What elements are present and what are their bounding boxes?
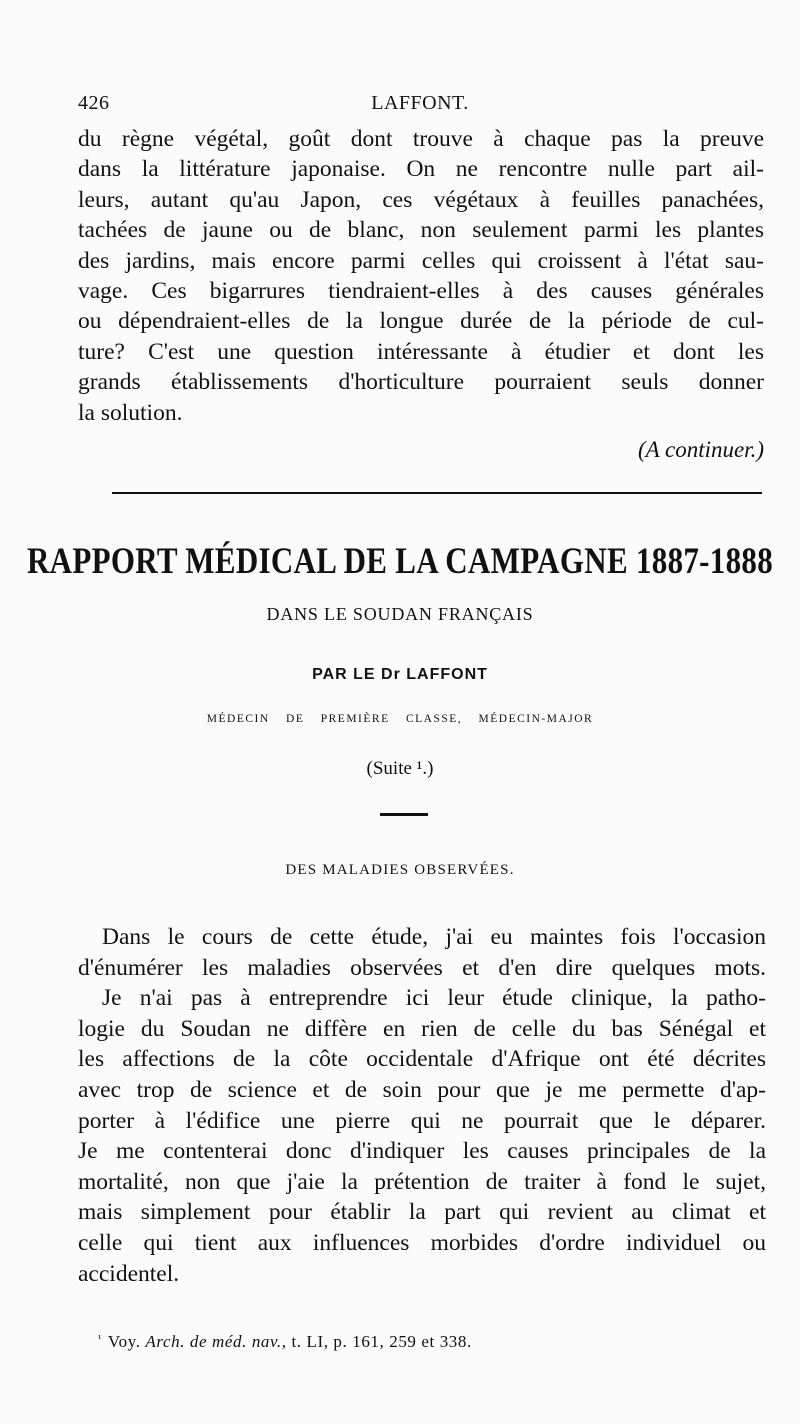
text-line: porter à l'édifice une pierre qui ne pourrait que le déparer. [78, 1107, 766, 1134]
article-title: RAPPORT MÉDICAL DE LA CAMPAGNE 1887-1888 [26, 540, 774, 582]
text-line: celle qui tient aux influences morbides d'ordre individuel ou [78, 1229, 766, 1256]
section-divider [112, 492, 762, 494]
text-line: dans la littérature japonaise. On ne rencontre nulle part ail- [78, 156, 764, 183]
continuation-note: (A continuer.) [637, 437, 764, 462]
footnote-reference: , t. LI, p. 161, 259 et 338. [281, 1332, 472, 1351]
article-subtitle: DANS LE SOUDAN FRANÇAIS [266, 604, 534, 624]
text-line: la solution. [78, 399, 183, 426]
text-line: Dans le cours de cette étude, j'ai eu maintes fois l'occasion [102, 924, 766, 950]
footnote-prefix: Voy. [107, 1332, 146, 1351]
text-line: d'énumérer les maladies observées et d'en dire quelques mots. [78, 954, 766, 981]
article-body [78, 922, 766, 1289]
text-line: mais simplement pour établir la part qui revient au climat et [78, 1199, 766, 1226]
text-line: avec trop de science et de soin pour que je me permette d'ap- [78, 1076, 766, 1103]
text-line: grands établissements d'horticulture pourraient seuls donner [78, 369, 764, 396]
text-line: logie du Soudan ne diffère en rien de celle du bas Sénégal et [78, 1015, 766, 1042]
text-line: des jardins, mais encore parmi celles qui croissent à l'état sau- [78, 247, 764, 274]
text-line: accidentel. [78, 1260, 180, 1287]
text-line: leurs, autant qu'au Japon, ces végétaux à feuilles panachées, [78, 186, 764, 213]
footnote [98, 1332, 472, 1352]
short-divider [380, 813, 428, 816]
author-qualifications: MÉDECIN DE PREMIÈRE CLASSE, MÉDECIN-MAJOR [206, 713, 594, 725]
text-line: les affections de la côte occidentale d'Afrique ont été décrites [78, 1046, 766, 1073]
running-head [78, 92, 762, 120]
footnote-journal: Arch. de méd. nav. [145, 1332, 282, 1351]
text-line: tachées de jaune ou de blanc, non seulement parmi les plantes [78, 217, 764, 244]
page-number: 426 [78, 92, 110, 114]
text-line: du règne végétal, goût dont trouve à chaque pas la preuve [78, 126, 764, 152]
running-title: LAFFONT. [371, 92, 469, 114]
section-heading: DES MALADIES OBSERVÉES. [285, 862, 515, 878]
text-line: ture? C'est une question intéressante à étudier et dont les [78, 338, 764, 365]
text-line: Je n'ai pas à entreprendre ici leur étude clinique, la patho- [102, 985, 766, 1012]
text-line: ou dépendraient-elles de la longue durée de la période de cul- [78, 308, 764, 335]
article-author: PAR LE Dr LAFFONT [312, 666, 488, 683]
previous-article-text [78, 124, 764, 428]
suite-note: (Suite ¹.) [366, 758, 434, 779]
text-line: Je me contenterai donc d'indiquer les causes principales de la [78, 1138, 766, 1165]
footnote-marker: ¹ [98, 1333, 102, 1345]
text-line: mortalité, non que j'aie la prétention de traiter à fond le sujet, [78, 1168, 766, 1195]
text-line: vage. Ces bigarrures tiendraient-elles à des causes générales [78, 277, 764, 304]
